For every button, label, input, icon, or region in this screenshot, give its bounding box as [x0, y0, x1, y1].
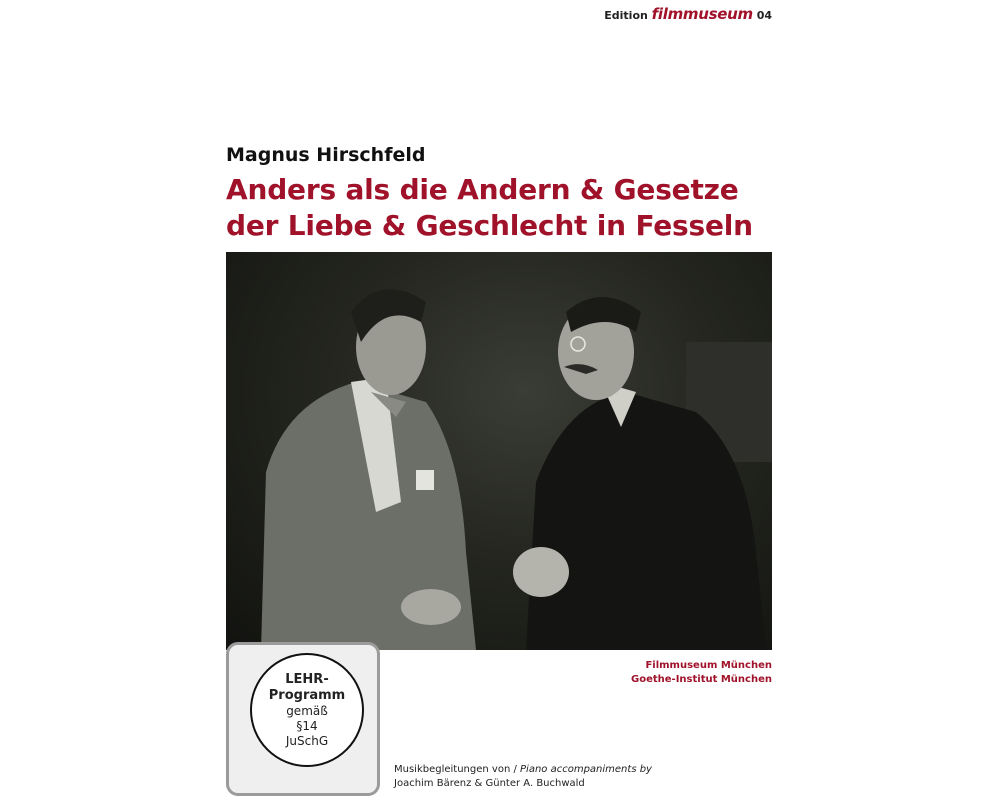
badge-line-5: JuSchG: [285, 733, 329, 748]
film-still-illustration: [226, 252, 772, 650]
rating-circle: [250, 653, 364, 767]
music-credits: [394, 763, 652, 791]
film-title-line-2: der Liebe & Geschlecht in Fesseln: [226, 209, 753, 242]
edition-brand-logo: filmmuseum: [651, 5, 753, 23]
music-credits-heading: [394, 763, 652, 777]
institution-2: Goethe-Institut München: [631, 674, 772, 685]
institution-1: Filmmuseum München: [645, 660, 772, 671]
author-name: Magnus Hirschfeld: [226, 144, 426, 166]
badge-line-4: §14: [296, 718, 318, 733]
edition-number: 04: [756, 9, 772, 22]
institutions-credits: [631, 659, 772, 687]
music-credits-en: Piano accompaniments by: [520, 764, 652, 775]
film-still-photo: [226, 252, 772, 650]
edition-label: [604, 5, 772, 23]
badge-line-2: Programm: [268, 687, 346, 703]
edition-prefix: Edition: [604, 9, 648, 22]
music-credits-de: Musikbegleitungen von /: [394, 764, 521, 775]
badge-line-3: gemäß: [286, 703, 328, 718]
film-title: [226, 172, 786, 244]
lehrprogramm-rating-badge: [226, 642, 380, 796]
music-credits-names: Joachim Bärenz & Günter A. Buchwald: [394, 778, 585, 789]
film-title-line-1: Anders als die Andern & Gesetze: [226, 173, 739, 206]
badge-line-1: LEHR-: [285, 671, 329, 687]
